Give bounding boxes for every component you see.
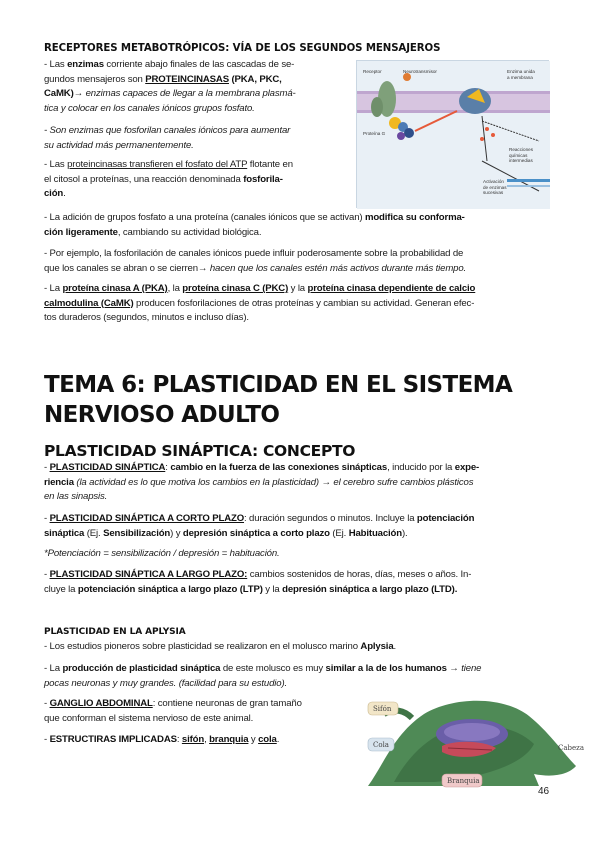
second-messenger-figure [356,60,549,208]
second-messenger-diagram [357,61,550,209]
page-number: 46 [538,786,550,797]
label-receptor: Receptor [363,69,382,74]
label-cola: Cola [373,741,389,749]
paragraph-plasticidad-sinaptica: - PLASTICIDAD SINÁPTICA: cambio en la fuerza de las conexiones sinápticas, inducido por la expe- riencia (la actividad es lo que motiva los cambios en la plasticidad) → el cerebro sufre cambios plásticos en las sinapsis. [44,462,480,503]
aplysia-figure [364,694,586,790]
paragraph-ganglio-abdominal: - GANGLIO ABDOMINAL: contiene neuronas de gran tamaño que conforman el sistema nervioso de este animal. [44,698,302,724]
paragraph-adicion-fosfato: - La adición de grupos fosfato a una proteína (canales iónicos que se activan) modifica su conforma- ción ligeramente, cambiando su actividad biológica. [44,212,465,238]
paragraph-estructuras: - ESTRUCTIRAS IMPLICADAS: sifón, branquia y cola. [44,734,280,745]
label-cabeza: Cabeza [558,744,585,752]
label-enzima: Enzima unida a membrana [507,69,535,80]
label-sifon: Sifón [373,705,392,713]
label-proteina-g: Proteína G [363,131,386,136]
paragraph-cinasas: - La proteína cinasa A (PKA), la proteína cinasa C (PKC) y la proteína cinasa dependiente de calcio calmodulina (CaMK) producen fosforilaciones de otras proteínas y cambian su actividad. Generan efec- tos duraderos (segundos, minutos e incluso días). [44,283,476,324]
aplysia-illustration [364,694,586,790]
section-heading-aplysia: PLASTICIDAD EN LA APLYSIA [44,627,186,637]
paragraph-potenciacion-nota: *Potenciación = sensibilización / depresión = habituación. [44,548,280,559]
section-heading-plasticidad-sinaptica: PLASTICIDAD SINÁPTICA: CONCEPTO [44,442,356,460]
label-activacion: Activación de enzimas sucesivas [483,179,507,196]
paragraph-largo-plazo: - PLASTICIDAD SINÁPTICA A LARGO PLAZO: cambios sostenidos de horas, días, meses o años. In- cluye la potenciación sináptica a largo plazo (LTP) y la depresión sináptica a largo plazo (LTD). [44,569,472,595]
paragraph-estudios-pioneros: - Los estudios pioneros sobre plasticidad se realizaron en el molusco marino Aplysia. [44,641,397,652]
paragraph-fosforilan: - Son enzimas que fosforilan canales iónicos para aumentar su actividad más permanentemente. [44,125,291,151]
tema-title: TEMA 6: PLASTICIDAD EN EL SISTEMA NERVIOSO ADULTO [44,372,513,428]
paragraph-proteincinasas: - Las proteincinasas transfieren el fosfato del ATP flotante en el citosol a proteínas, una reacción denominada fosforila- ción. [44,159,293,200]
paragraph-ejemplo: - Por ejemplo, la fosforilación de canales iónicos puede influir poderosamente sobre la probabilidad de que los canales se abran o se cierren→ hacen que los canales estén más activos durante más tiempo. [44,248,467,274]
paragraph-produccion-plasticidad: - La producción de plasticidad sináptica de este molusco es muy similar a la de los humanos → tiene pocas neuronas y muy grandes. (facilidad para su estudio). [44,663,482,689]
label-branquia: Branquia [447,777,480,785]
paragraph-enzimas: - Las enzimas corriente abajo finales de las cascadas de se- gundos mensajeros son PROTEINCINASAS (PKA, PKC, CaMK)→ enzimas capaces de llegar a la membrana plasmá- tica y colocar en los canales iónicos grupos fosfato. [44,59,296,114]
label-reacciones: Reacciones químicas intermedias [509,147,534,164]
paragraph-corto-plazo: - PLASTICIDAD SINÁPTICA A CORTO PLAZO: duración segundos o minutos. Incluye la potenciación sináptica (Ej. Sensibilización) y depresión sináptica a corto plazo (Ej. Habituación). [44,513,475,539]
label-neurotransmisor: Neurotransmisor [403,69,437,74]
section-heading-receptores: RECEPTORES METABOTRÓPICOS: VÍA DE LOS SEGUNDOS MENSAJEROS [44,43,441,54]
